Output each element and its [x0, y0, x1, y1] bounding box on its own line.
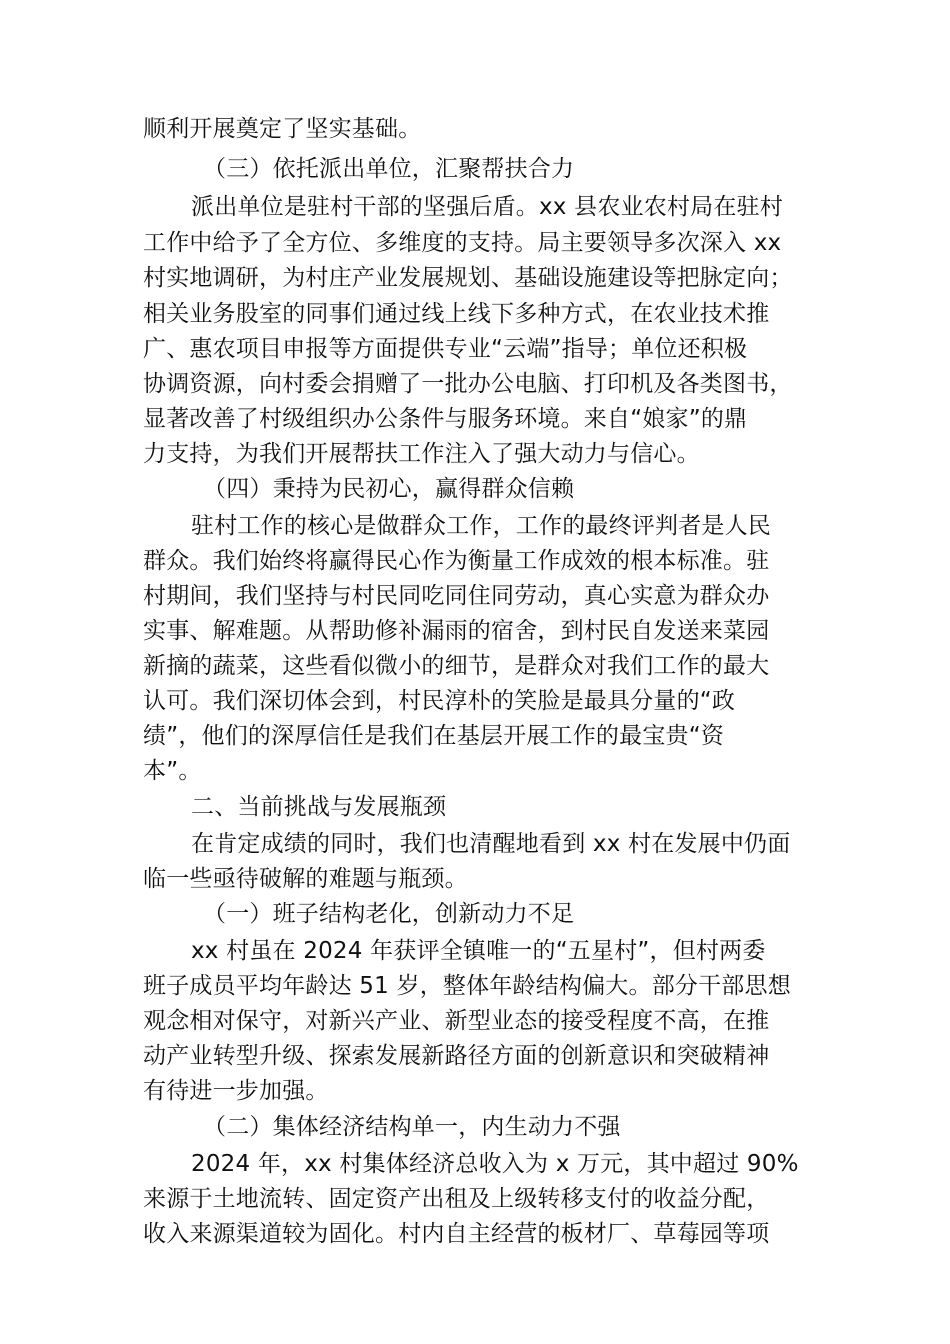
- body-text-line: 临一些亟待破解的难题与瓶颈。: [143, 866, 468, 892]
- body-text-line: 工作中给予了全方位、多维度的支持。局主要领导多次深入 xx: [143, 230, 782, 256]
- section-heading: （四）秉持为民初心，赢得群众信赖: [203, 476, 575, 502]
- body-text-line: 相关业务股室的同事们通过线上线下多种方式，在农业技术推: [143, 301, 770, 327]
- section-heading: （一）班子结构老化，创新动力不足: [203, 901, 575, 927]
- body-text-line: 驻村工作的核心是做群众工作，工作的最终评判者是人民: [191, 513, 771, 539]
- body-text-line: xx 村虽在 2024 年获评全镇唯一的“五星村”，但村两委: [191, 938, 766, 964]
- body-text-line: 顺利开展奠定了坚实基础。: [143, 116, 422, 142]
- body-text-line: 协调资源，向村委会捐赠了一批办公电脑、打印机及各类图书，: [143, 371, 793, 397]
- body-text-line: 有待进一步加强。: [143, 1078, 329, 1104]
- body-text-line: 显著改善了村级组织办公条件与服务环境。来自“娘家”的鼎: [143, 406, 748, 432]
- section-heading: 二、当前挑战与发展瓶颈: [191, 794, 447, 820]
- body-text-line: 班子成员平均年龄达 51 岁，整体年龄结构偏大。部分干部思想: [143, 973, 791, 999]
- body-text-line: 力支持，为我们开展帮扶工作注入了强大动力与信心。: [143, 441, 700, 467]
- body-text-line: 在肯定成绩的同时，我们也清醒地看到 xx 村在发展中仍面: [191, 831, 791, 857]
- body-text-line: 2024 年，xx 村集体经济总收入为 x 万元，其中超过 90%: [191, 1151, 799, 1177]
- body-text-line: 群众。我们始终将赢得民心作为衡量工作成效的根本标准。驻: [143, 548, 770, 574]
- body-text-line: 来源于土地流转、固定资产出租及上级转移支付的收益分配，: [143, 1186, 770, 1212]
- body-text-line: 村期间，我们坚持与村民同吃同住同劳动，真心实意为群众办: [143, 583, 770, 609]
- body-text-line: 绩”，他们的深厚信任是我们在基层开展工作的最宝贵“资: [143, 723, 725, 749]
- body-text-line: 收入来源渠道较为固化。村内自主经营的板材厂、草莓园等项: [143, 1221, 770, 1247]
- section-heading: （二）集体经济结构单一，内生动力不强: [203, 1114, 621, 1140]
- body-text-line: 广、惠农项目申报等方面提供专业“云端”指导；单位还积极: [143, 336, 748, 362]
- body-text-line: 认可。我们深切体会到，村民淳朴的笑脸是最具分量的“政: [143, 688, 736, 714]
- body-text-line: 新摘的蔬菜，这些看似微小的细节，是群众对我们工作的最大: [143, 653, 770, 679]
- section-heading: （三）依托派出单位，汇聚帮扶合力: [203, 156, 575, 182]
- body-text-line: 动产业转型升级、探索发展新路径方面的创新意识和突破精神: [143, 1043, 770, 1069]
- body-text-line: 实事、解难题。从帮助修补漏雨的宿舍，到村民自发送来菜园: [143, 618, 770, 644]
- body-text-line: 派出单位是驻村干部的坚强后盾。xx 县农业农村局在驻村: [191, 194, 783, 220]
- body-text-line: 村实地调研，为村庄产业发展规划、基础设施建设等把脉定向；: [143, 265, 793, 291]
- body-text-line: 本”。: [143, 758, 202, 784]
- body-text-line: 观念相对保守，对新兴产业、新型业态的接受程度不高，在推: [143, 1008, 770, 1034]
